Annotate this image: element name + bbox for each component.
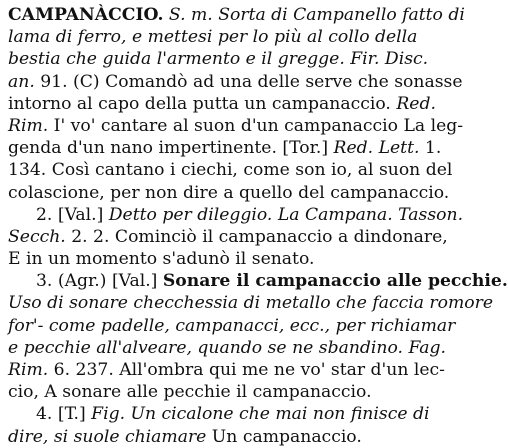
headword: CAMPANÀCCIO.	[8, 5, 164, 25]
definition-text: e pecchie all'alveare, quando se ne sbandino. Fag.	[8, 337, 446, 358]
citation-text: 6. 237. All'ombra qui me ne vo' star d'un lec-	[48, 360, 445, 380]
entry-line-3	[8, 48, 466, 70]
definition-text: S. m. Sorta di Campanello fatto di	[163, 5, 465, 25]
sense-number: 3. (Agr.) [Val.]	[36, 271, 163, 292]
definition-text: for'- come padelle, campanacci, ecc., per richiamar	[8, 315, 456, 336]
entry-line-19	[8, 403, 466, 425]
entry-line-16	[8, 337, 466, 359]
entry-line-17	[8, 359, 466, 381]
citation-text: 2. 2. Cominciò il campanaccio a dindonare,	[65, 226, 448, 247]
definition-text: dire, si suole chiamare	[8, 426, 207, 447]
sense-number: 2. [Val.]	[36, 204, 109, 225]
definition-text: Uso di sonare checchessia di metallo che faccia romore	[8, 293, 494, 314]
citation-text: E in un momento s'adunò il senato.	[8, 249, 315, 270]
citation-text: 1.	[419, 138, 442, 159]
citation-source: Secch.	[8, 226, 66, 247]
entry-line-11	[8, 226, 466, 248]
definition-text: bestia che guida l'armento e il gregge. Fir. Disc.	[8, 49, 429, 70]
entry-line-7	[8, 137, 466, 159]
definition-text: Detto per dileggio. La Campana. Tasson.	[108, 204, 464, 225]
entry-line-15	[8, 315, 466, 337]
citation-source: Rim.	[8, 360, 49, 380]
definition-term: Un campanaccio.	[206, 426, 362, 447]
entry-line-9	[8, 182, 466, 204]
sense-number: 4. [T.]	[36, 404, 92, 425]
citation-text: colascione, per non dire a quello del campanaccio.	[8, 182, 450, 203]
entry-line-12	[8, 248, 466, 270]
subheadword: Sonare il campanaccio alle pecchie.	[162, 271, 508, 292]
citation-text: 134. Così cantano i ciechi, come son io, al suon del	[8, 160, 453, 181]
entry-line-20	[8, 426, 466, 448]
citation-text: intorno al capo della putta un campanaccio.	[8, 93, 397, 114]
citation-text: cio, A sonare alle pecchie il campanaccio.	[8, 382, 372, 403]
entry-line-10	[8, 204, 466, 226]
entry-line-8	[8, 159, 466, 181]
entry-line-6	[8, 115, 466, 137]
entry-line-13	[8, 270, 508, 292]
definition-text: lama di ferro, e mettesi per lo più al collo della	[8, 27, 418, 48]
entry-line-4	[8, 71, 466, 93]
citation-text: genda d'un nano impertinente. [Tor.]	[8, 138, 334, 159]
citation-text: 91. (C) Comandò ad una delle serve che sonasse	[34, 71, 463, 92]
entry-line-14	[8, 292, 494, 314]
citation-source: Red. Lett.	[333, 138, 420, 159]
citation-source: an.	[8, 71, 35, 92]
entry-line-18	[8, 381, 466, 403]
definition-text: Fig. Un cicalone che mai non finisce di	[91, 404, 430, 425]
entry-line-5	[8, 93, 466, 115]
citation-text: I' vo' cantare al suon d'un campanaccio La leg-	[48, 115, 464, 136]
citation-source: Rim.	[8, 115, 49, 136]
citation-source: Red.	[396, 93, 436, 114]
entry-line-1	[8, 4, 466, 26]
entry-line-2	[8, 26, 466, 48]
